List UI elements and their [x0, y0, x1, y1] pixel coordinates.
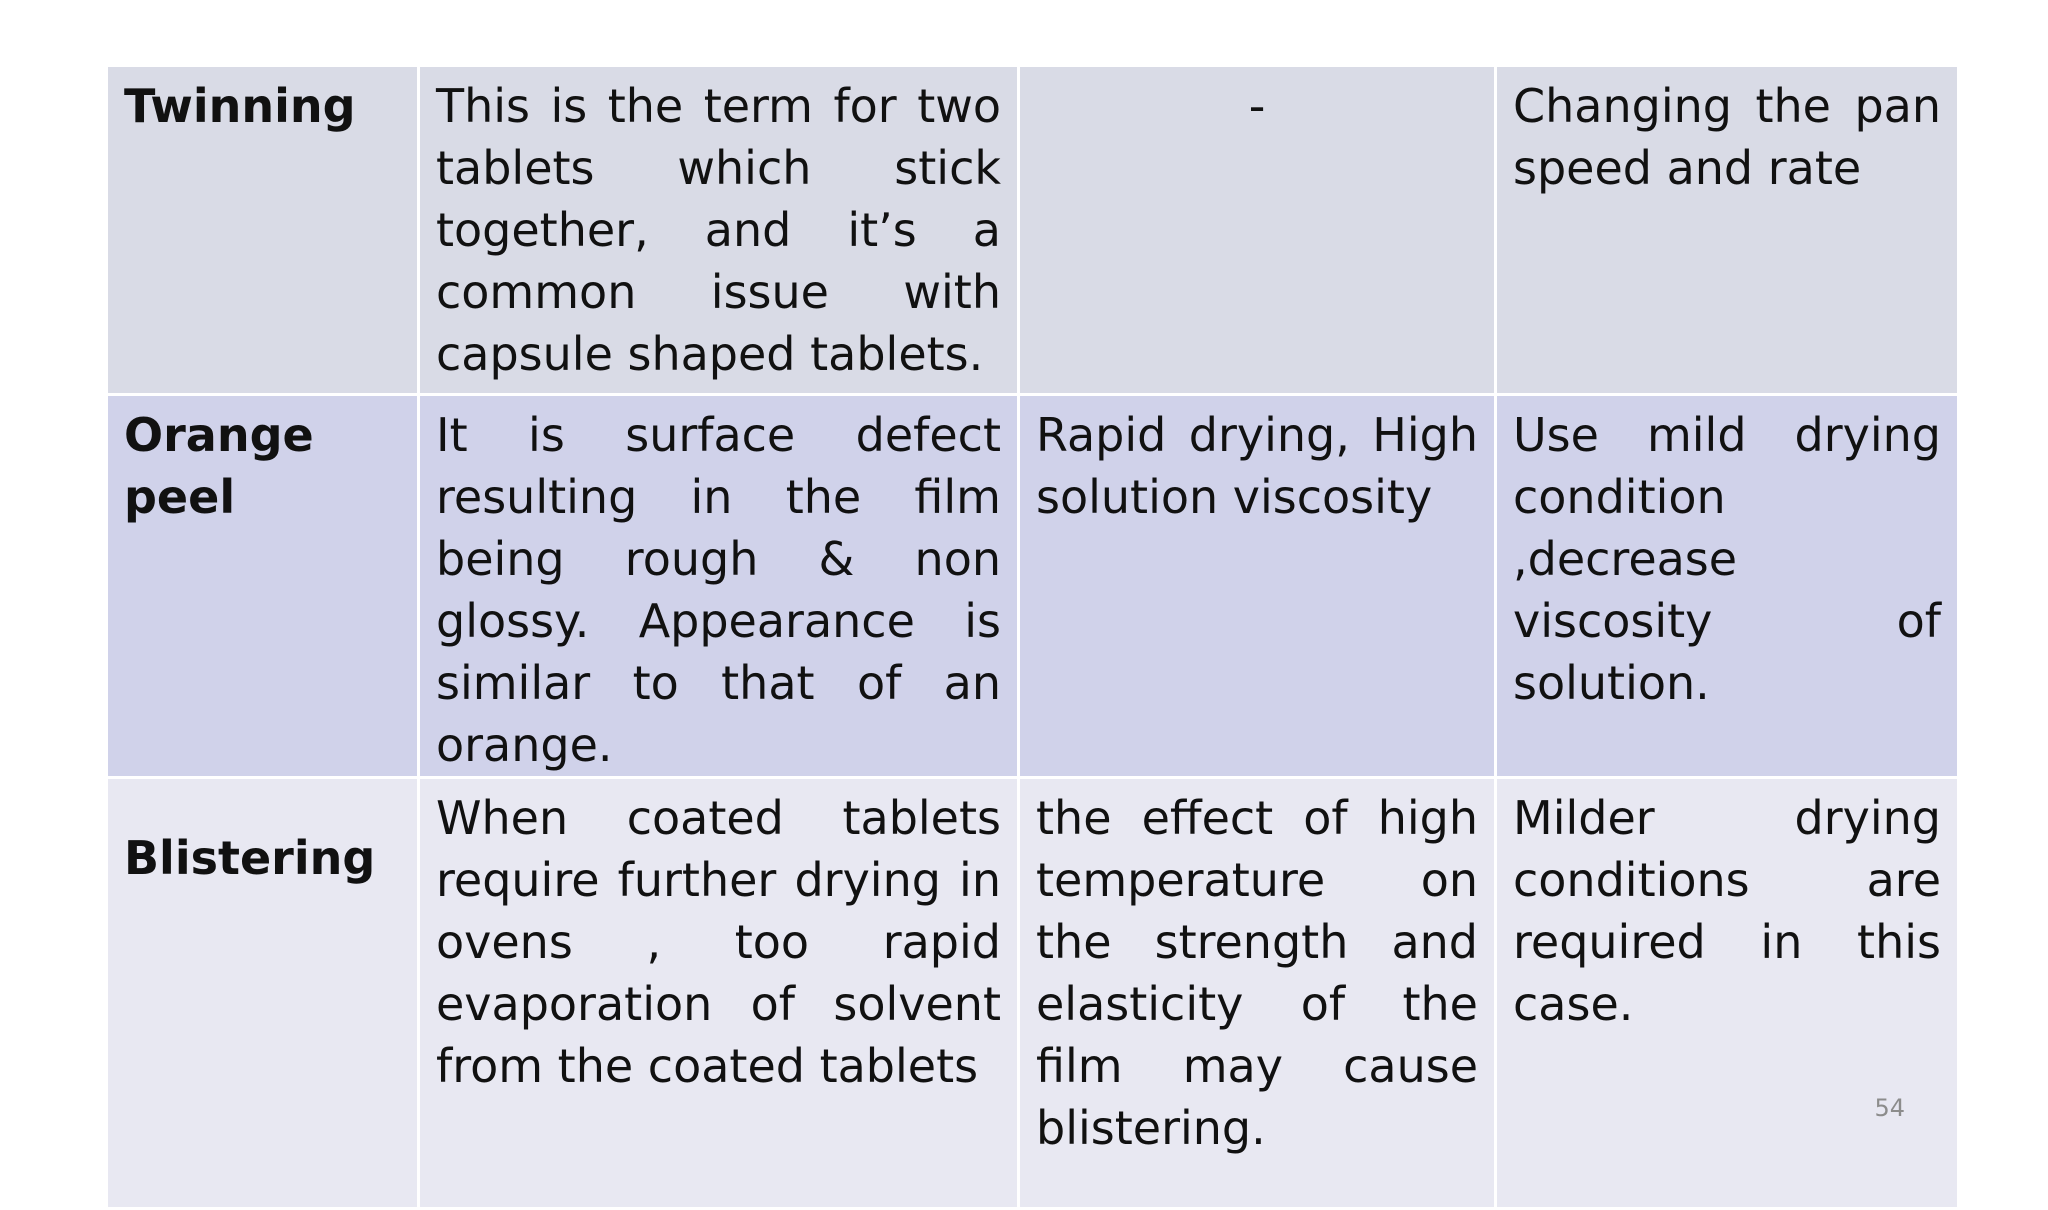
defects-table	[105, 64, 1960, 1210]
defect-name-cell: Twinning	[107, 66, 419, 395]
cause-cell: the effect of high temperature on the strength and elasticity of the film may cause blistering.	[1019, 778, 1496, 1209]
remedy-cell: Milder drying conditions are required in this case.	[1496, 778, 1959, 1209]
table-row	[107, 395, 1959, 778]
defect-name-cell: Orange peel	[107, 395, 419, 778]
cause-cell: -	[1019, 66, 1496, 395]
description-cell: When coated tablets require further drying in ovens , too rapid evaporation of solvent from the coated tablets	[419, 778, 1019, 1209]
page-number: 54	[1874, 1094, 1905, 1122]
remedy-cell: Use mild drying condition ,decrease viscosity of solution.	[1496, 395, 1959, 778]
table-row	[107, 66, 1959, 395]
table-row	[107, 778, 1959, 1209]
defect-name-cell: Blistering	[107, 778, 419, 1209]
cause-text: Rapid drying, High solution viscosity	[1036, 408, 1478, 524]
description-cell: It is surface defect resulting in the film being rough & non glossy. Appearance is similar to that of an orange.	[419, 395, 1019, 778]
remedy-cell: Changing the pan speed and rate	[1496, 66, 1959, 395]
description-cell: This is the term for two tablets which stick together, and it’s a common issue with capsule shaped tablets.	[419, 66, 1019, 395]
cause-cell	[1019, 395, 1496, 778]
